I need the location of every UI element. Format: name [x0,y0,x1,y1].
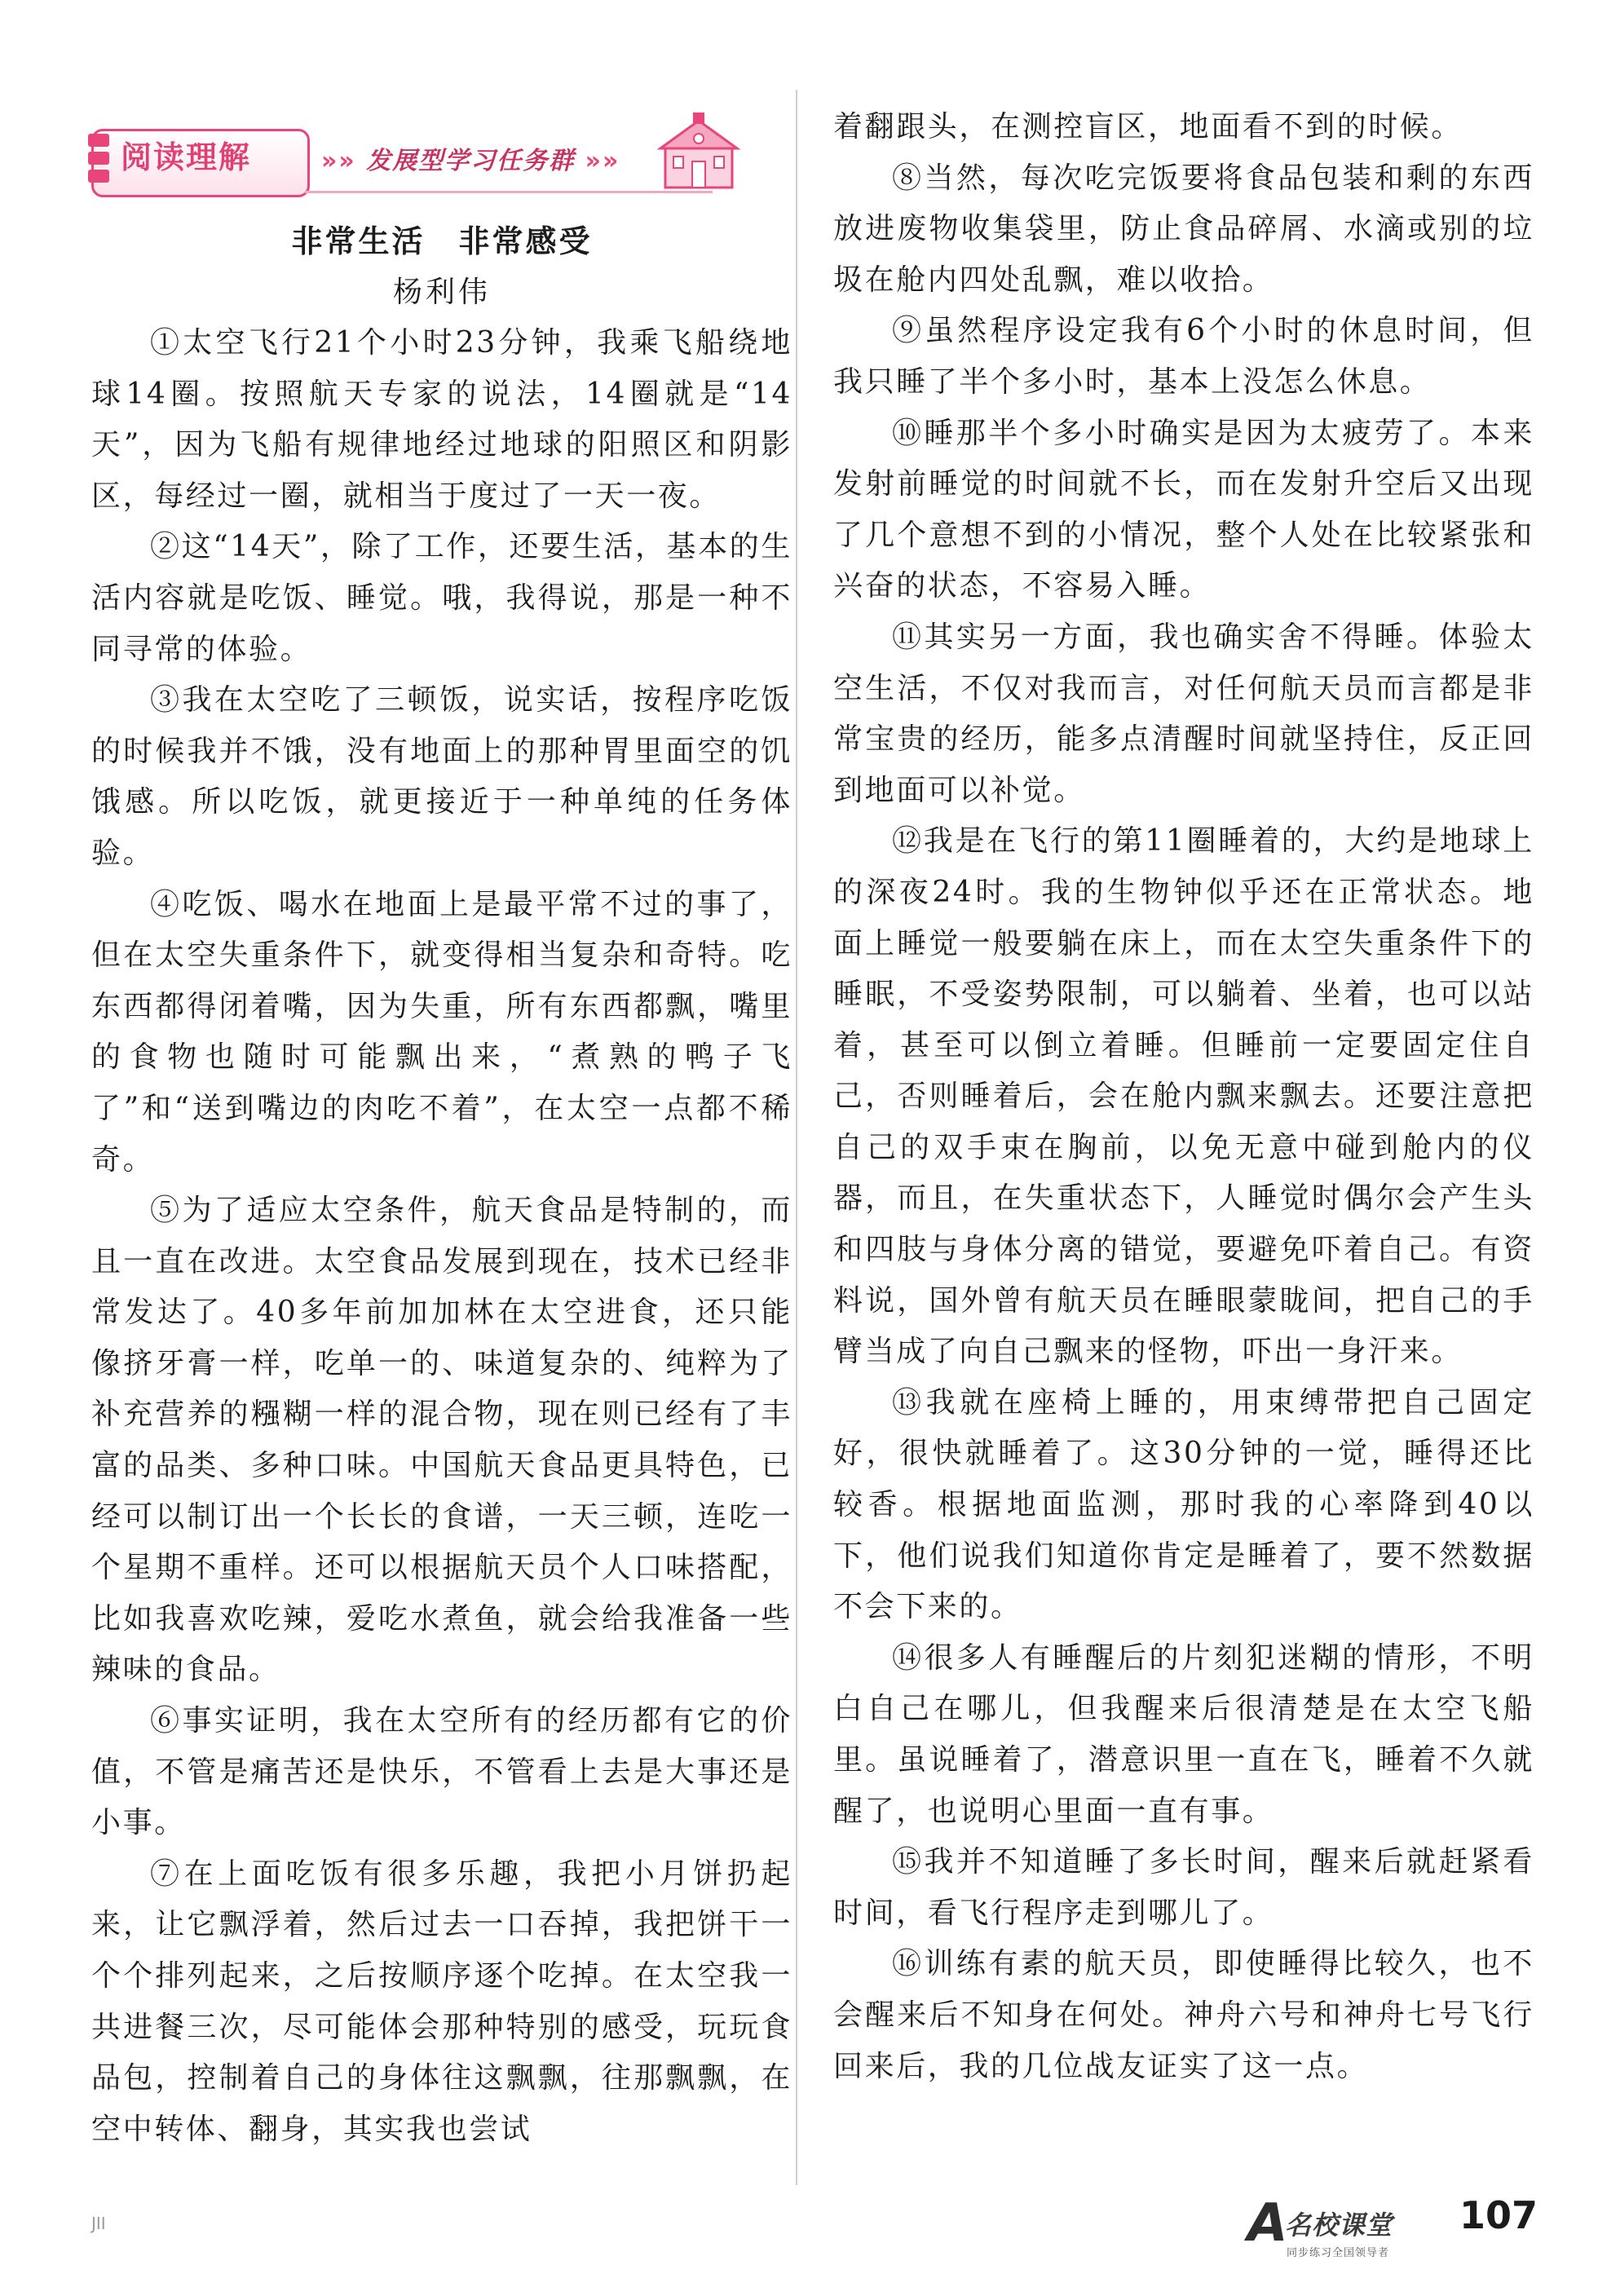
article-author: 杨利伟 [392,276,491,309]
brand-letter: A [1247,2193,1288,2254]
article-title: 非常生活 非常感受 [291,223,593,259]
paragraph: ①太空飞行21个小时23分钟，我乘飞船绕地球14圈。按照航天专家的说法，14圈就是“14天”，因为飞船有规律地经过地球的阳照区和阴影区，每经过一圈，就相当于度过了一天一夜。 [91,326,792,513]
header-underline [305,191,713,193]
section-subtitle [321,140,620,176]
section-header [91,122,711,204]
paragraph: ⑬我就在座椅上睡的，用束缚带把自己固定好，很快就睡着了。这30分钟的一觉，睡得还比较香。根据地面监测，那时我的心率降到40以下，他们说我们知道你肯定是睡着了，要不然数据不会下来的。 [833,1385,1534,1624]
book-tabs-icon [88,134,109,186]
paragraph: ⑭很多人有睡醒后的片刻犯迷糊的情形，不明白自己在哪儿，但我醒来后很清楚是在太空飞船里。虽说睡着了，潜意识里一直在飞，睡着不久就醒了，也说明心里面一直有事。 [833,1640,1534,1828]
right-column [833,102,1534,2092]
paragraph: ⑦在上面吃饭有很多乐趣，我把小月饼扔起来，让它飘浮着，然后过去一口吞掉，我把饼干一个个排列起来，之后按顺序逐个吃掉。在太空我一共进餐三次，尽可能体会那种特别的感受，玩玩食品包，控制着自己的身体往这飘飘，往那飘飘，在空中转体、翻身，其实我也尝试 [91,1857,792,2146]
brand-tagline: 同步练习全国领导者 [1287,2247,1390,2259]
section-label: 阅读理解 [121,139,252,175]
paragraph: ⑮我并不知道睡了多长时间，醒来后就赶紧看时间，看飞行程序走到哪儿了。 [833,1845,1534,1930]
chevron-icon: »» [585,147,620,175]
paragraph: ⑪其实另一方面，我也确实舍不得睡。体验太空生活，不仅对我而言，对任何航天员而言都是非常宝贵的经历，能多点清醒时间就坚持住，反正回到地面可以补觉。 [833,620,1534,807]
paragraph: ⑫我是在飞行的第11圈睡着的，大约是地球上的深夜24时。我的生物钟似乎还在正常状态。地面上睡觉一般要躺在床上，而在太空失重条件下的睡眠，不受姿势限制，可以躺着、坐着，也可以站着，甚至可以倒立着睡。但睡前一定要固定住自己，否则睡着后，会在舱内飘来飘去。还要注意把自己的双手束在胸前，以免无意中碰到舱内的仪器，而且，在失重状态下，人睡觉时偶尔会产生头和四肢与身体分离的错觉，要避免吓着自己。有资料说，国外曾有航天员在睡眼蒙眬间，把自己的手臂当成了向自己飘来的怪物，吓出一身汗来。 [833,824,1534,1369]
subtitle-text: 发展型学习任务群 [366,147,576,175]
column-divider [796,90,797,2185]
paragraph: ⑩睡那半个多小时确实是因为太疲劳了。本来发射前睡觉的时间就不长，而在发射升空后又出现了几个意想不到的小情况，整个人处在比较紧张和兴奋的状态，不容易入睡。 [833,416,1534,603]
paragraph: ⑯训练有素的航天员，即使睡得比较久，也不会醒来后不知身在何处。神舟六号和神舟七号飞行回来后，我的几位战友证实了这一点。 [833,1947,1534,2083]
paragraph: ⑤为了适应太空条件，航天食品是特制的，而且一直在改进。太空食品发展到现在，技术已经非常发达了。40多年前加加林在太空进食，还只能像挤牙膏一样，吃单一的、味道复杂的、纯粹为了补充营养的糨糊一样的混合物，现在则已经有了丰富的品类、多种口味。中国航天食品更具特色，已经可以制订出一个长长的食谱，一天三顿，连吃一个星期不重样。还可以根据航天员个人口味搭配，比如我喜欢吃辣，爱吃水煮鱼，就会给我准备一些辣味的食品。 [91,1194,792,1687]
school-building-icon [654,111,744,192]
page-number: 107 [1459,2193,1538,2237]
paragraph: ⑧当然，每次吃完饭要将食品包装和剩的东西放进废物收集袋里，防止食品碎屑、水滴或别的垃圾在舱内四处乱飘，难以收拾。 [833,161,1534,297]
brand-logo [1247,2193,1459,2267]
paragraph: ③我在太空吃了三顿饭，说实话，按程序吃饭的时候我并不饿，没有地面上的那种胃里面空的饥饿感。所以吃饭，就更接近于一种单纯的任务体验。 [91,683,792,870]
footer-mark: JII [91,2214,106,2233]
chevron-icon: »» [321,147,356,175]
paragraph: ⑨虽然程序设定我有6个小时的休息时间，但我只睡了半个多小时，基本上没怎么休息。 [833,314,1534,399]
paragraph: ②这“14天”，除了工作，还要生活，基本的生活内容就是吃饭、睡觉。哦，我得说，那是一种不同寻常的体验。 [91,530,792,666]
paragraph-continuation: 着翻跟头，在测控盲区，地面看不到的时候。 [833,110,1463,144]
paragraph: ④吃饭、喝水在地面上是最平常不过的事了，但在太空失重条件下，就变得相当复杂和奇特。吃东西都得闭着嘴，因为失重，所有东西都飘，嘴里的食物也随时可能飘出来，“煮熟的鸭子飞了”和“送到嘴边的肉吃不着”，在太空一点都不稀奇。 [91,887,792,1177]
left-column [91,318,792,2155]
brand-name: 名校课堂 [1285,2210,1393,2241]
paragraph: ⑥事实证明，我在太空所有的经历都有它的价值，不管是痛苦还是快乐，不管看上去是大事还是小事。 [91,1704,792,1840]
